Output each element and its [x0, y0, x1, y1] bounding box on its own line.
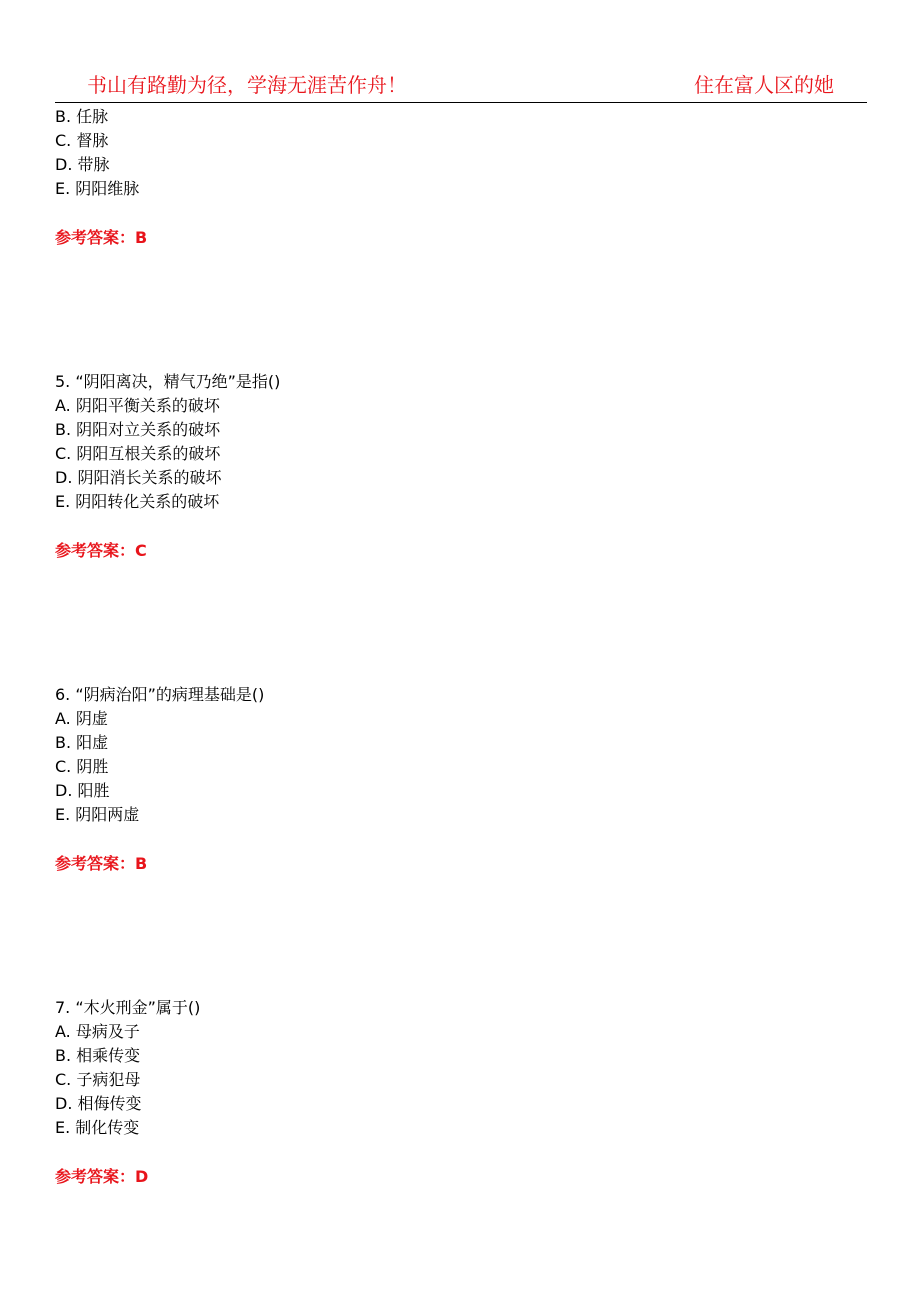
option-d: D. 带脉: [55, 155, 110, 174]
option-c: C. 子病犯母: [55, 1070, 141, 1089]
answer-label: 参考答案：B: [55, 854, 148, 873]
option-d: D. 相侮传变: [55, 1094, 142, 1113]
option-e: E. 阴阳两虚: [55, 805, 140, 824]
answer-label: 参考答案：B: [55, 228, 148, 247]
question-text: 7. “木火刑金”属于(): [55, 998, 201, 1017]
option-a: A. 阴虚: [55, 709, 108, 728]
header-author: 住在富人区的她: [694, 73, 834, 97]
option-a: A. 阴阳平衡关系的破坏: [55, 396, 220, 415]
option-c: C. 阴阳互根关系的破坏: [55, 444, 221, 463]
answer-label: 参考答案：C: [55, 541, 147, 560]
option-b: B. 阳虚: [55, 733, 109, 752]
header-motto: 书山有路勤为径，学海无涯苦作舟！: [87, 73, 407, 97]
option-e: E. 阴阳转化关系的破坏: [55, 492, 220, 511]
option-c: C. 阴胜: [55, 757, 109, 776]
option-c: C. 督脉: [55, 131, 109, 150]
option-d: D. 阴阳消长关系的破坏: [55, 468, 222, 487]
page-header: [55, 70, 867, 103]
option-e: E. 阴阳维脉: [55, 179, 140, 198]
question-text: 6. “阴病治阳”的病理基础是(): [55, 685, 265, 704]
option-b: B. 阴阳对立关系的破坏: [55, 420, 221, 439]
option-b: B. 任脉: [55, 107, 109, 126]
option-e: E. 制化传变: [55, 1118, 140, 1137]
option-d: D. 阳胜: [55, 781, 110, 800]
question-text: 5. “阴阳离决，精气乃绝”是指(): [55, 372, 281, 391]
answer-label: 参考答案：D: [55, 1167, 149, 1186]
option-b: B. 相乘传变: [55, 1046, 141, 1065]
option-a: A. 母病及子: [55, 1022, 140, 1041]
